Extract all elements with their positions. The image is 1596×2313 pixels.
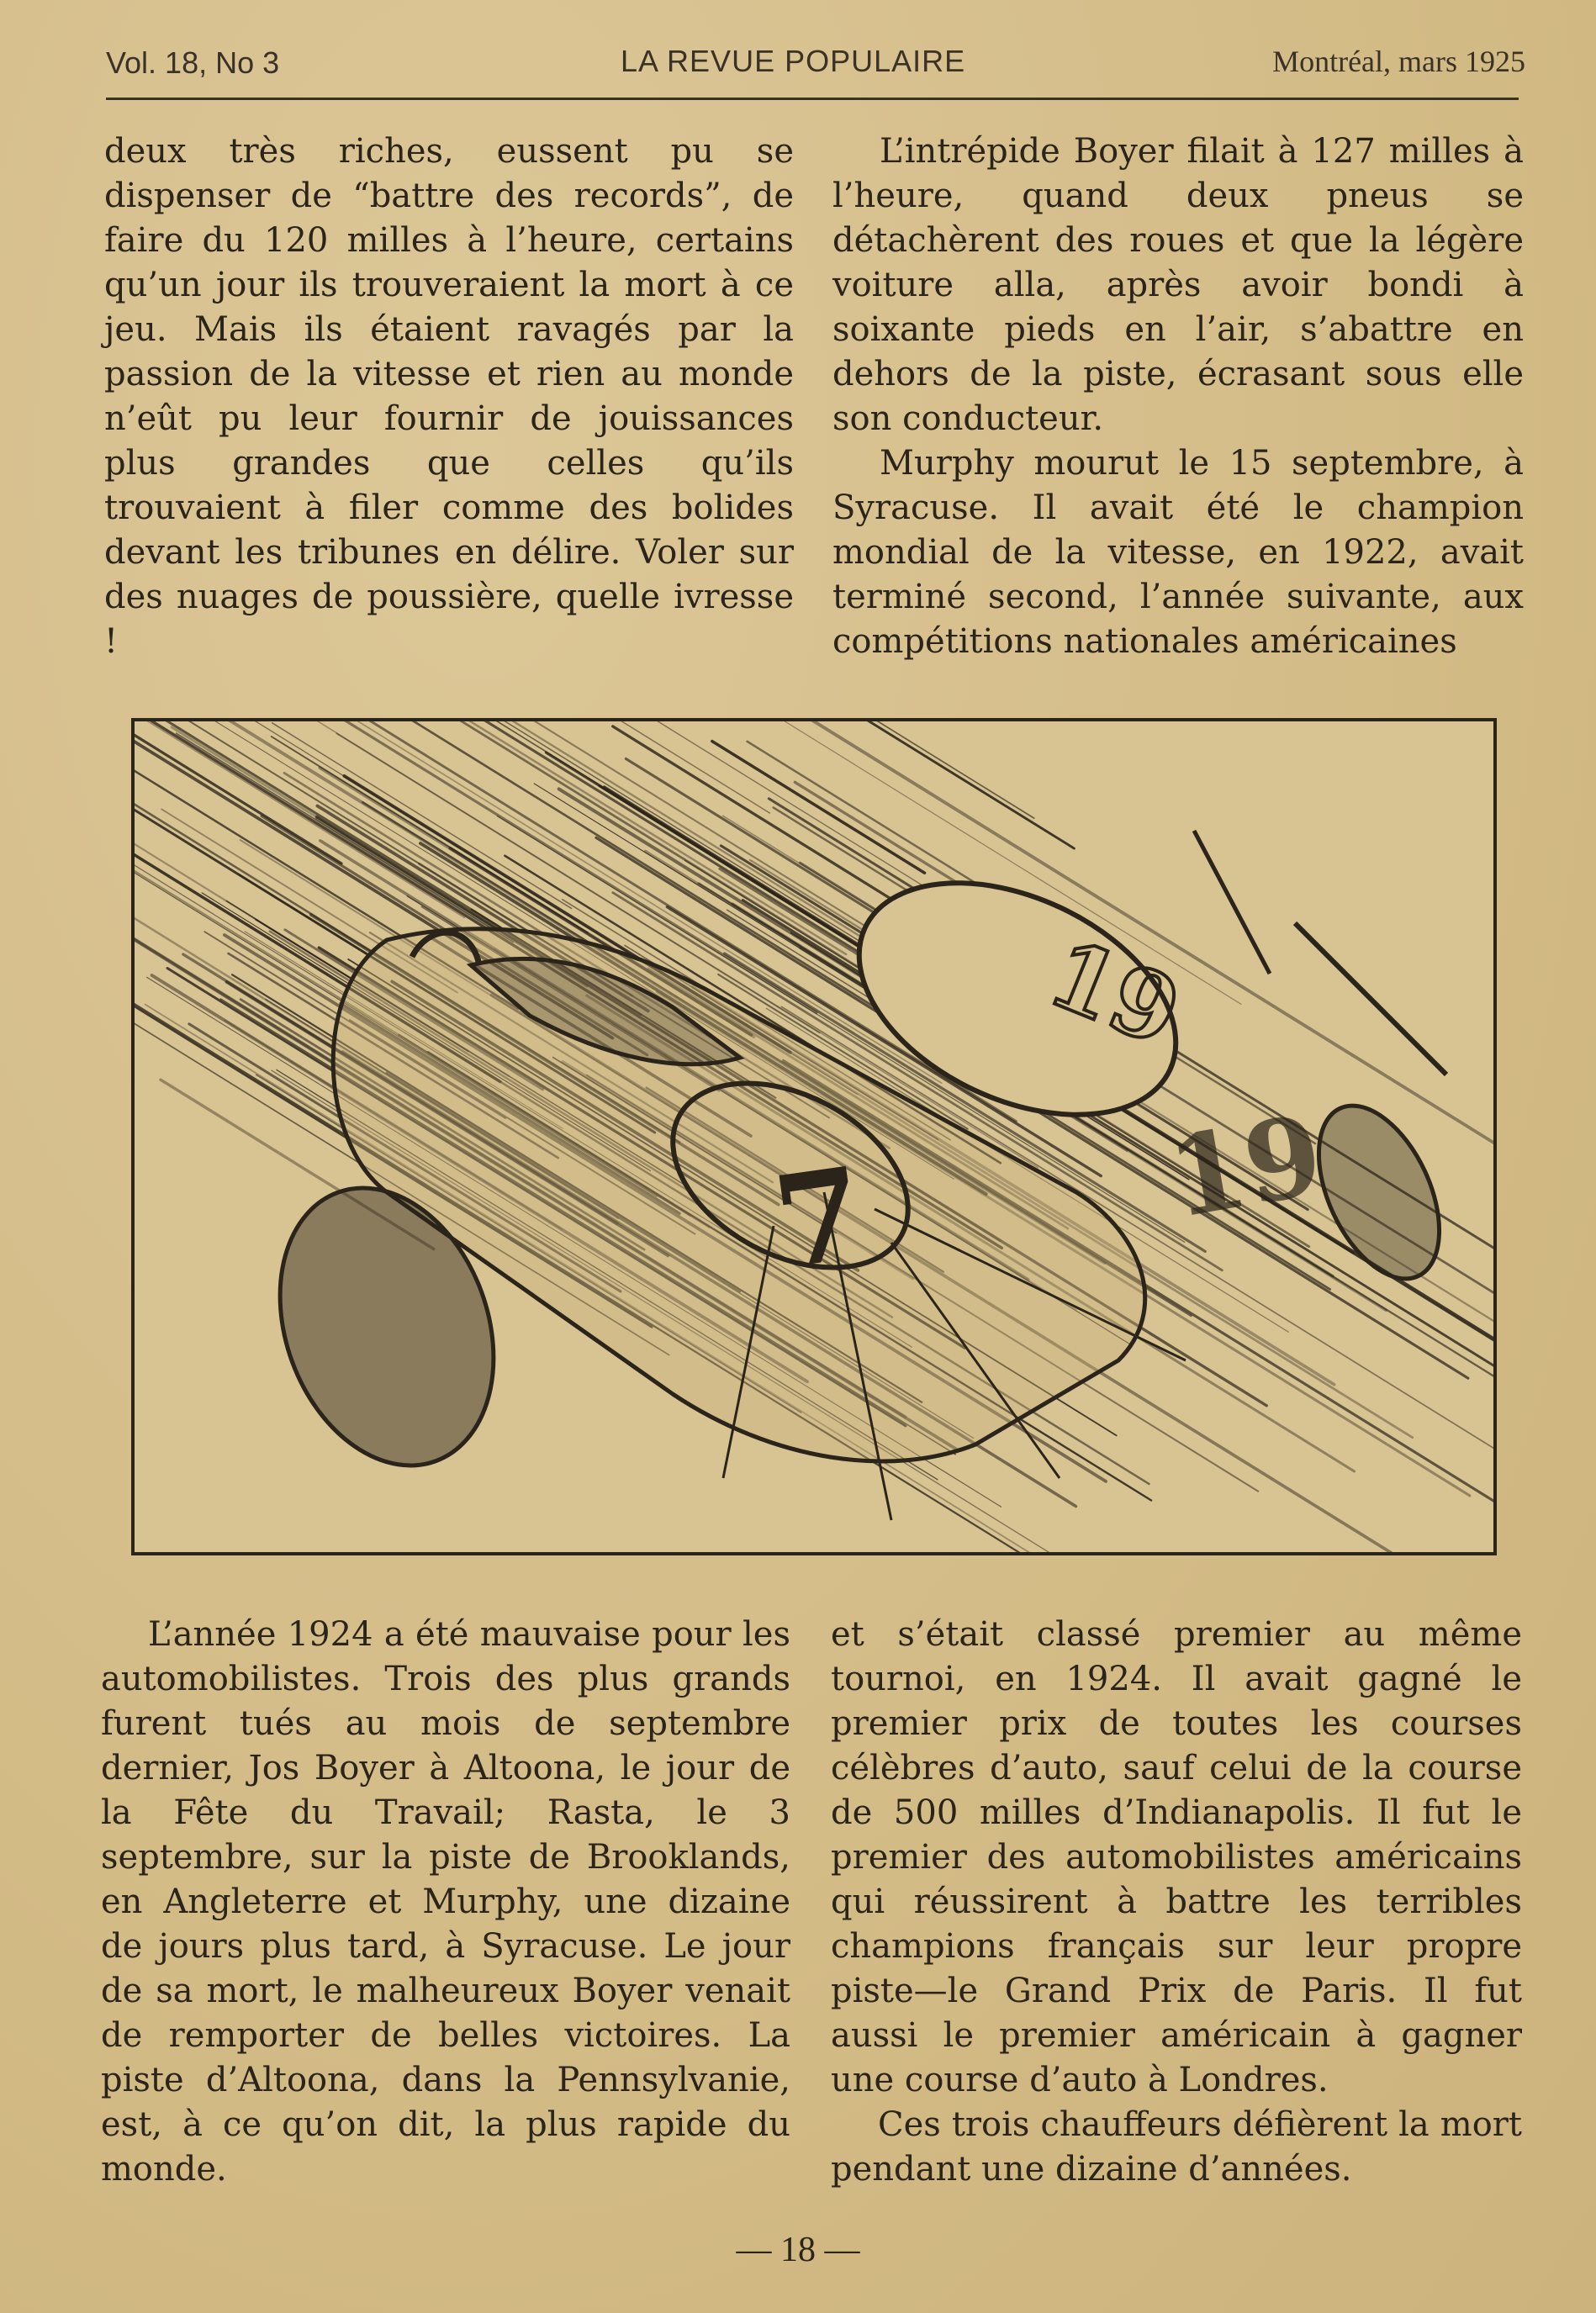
race-car-illustration (131, 718, 1497, 1555)
paragraph: deux très riches, eussent pu se dispenser de “battre des records”, de faire du 120 milles à l’heure, certains qu’un jour ils trouveraient la mort à ce jeu. Mais ils étaient ravagés par la passion de la vitesse et rien au monde n’eût pu leur fournir de jouissances plus grandes que celles qu’ils trouvaient à filer comme des bolides devant les tribunes en délire. Voler sur des nuages de poussière, quelle ivresse ! (104, 132, 794, 661)
car-number-side: 19 (1034, 918, 1195, 1068)
place-date: Montréal, mars 1925 (1272, 45, 1525, 78)
paragraph: Murphy mourut le 15 septembre, à Syracuse. Il avait été le champion mondial de la vitesse, en 1922, avait terminé second, l’année suivante, aux compétitions nationales américaines (832, 444, 1524, 661)
page-number: — 18 — (736, 2231, 860, 2269)
column-top-left (104, 129, 794, 664)
magazine-title: LA REVUE POPULAIRE (621, 44, 966, 78)
car-number-front: 7 (765, 1138, 874, 1298)
paragraph: Ces trois chauffeurs défièrent la mort pendant une dizaine d’années. (831, 2105, 1522, 2189)
column-bottom-left (101, 1613, 790, 2192)
volume-label: Vol. 18, No 3 (106, 45, 280, 80)
car-number-rear: 19 (1159, 1090, 1332, 1244)
speed-line (791, 721, 1074, 848)
column-bottom-right (831, 1613, 1522, 2192)
column-top-right (832, 129, 1524, 664)
header-rule (106, 98, 1519, 100)
paragraph: L’année 1924 a été mauvaise pour les automobilistes. Trois des plus grands furent tués au mois de septembre dernier, Jos Boyer à Altoona, le jour de la Fête du Travail; Rasta, le 3 septembre, sur la piste de Brooklands, en Angleterre et Murphy, une dizaine de jours plus tard, à Syracuse. Le jour de sa mort, le malheureux Boyer venait de remporter de belles victoires. La piste d’Altoona, dans la Pennsylvanie, est, à ce qu’on dit, la plus rapide du monde. (101, 1615, 790, 2189)
paragraph: et s’était classé premier au même tournoi, en 1924. Il avait gagné le premier prix de toutes les courses célèbres d’auto, sauf celui de la course de 500 milles d’Indianapolis. Il fut le premier des automobilistes américains qui réussirent à battre les terribles champions français sur leur propre piste—le Grand Prix de Paris. Il fut aussi le premier américain à gagner une course d’auto à Londres. (831, 1615, 1522, 2099)
paragraph: L’intrépide Boyer filait à 127 milles à l’heure, quand deux pneus se détachèrent des roues et que la légère voiture alla, après avoir bondi à soixante pieds en l’air, s’abattre en dehors de la piste, écrasant sous elle son conducteur. (832, 132, 1524, 438)
page-header (106, 40, 1525, 91)
